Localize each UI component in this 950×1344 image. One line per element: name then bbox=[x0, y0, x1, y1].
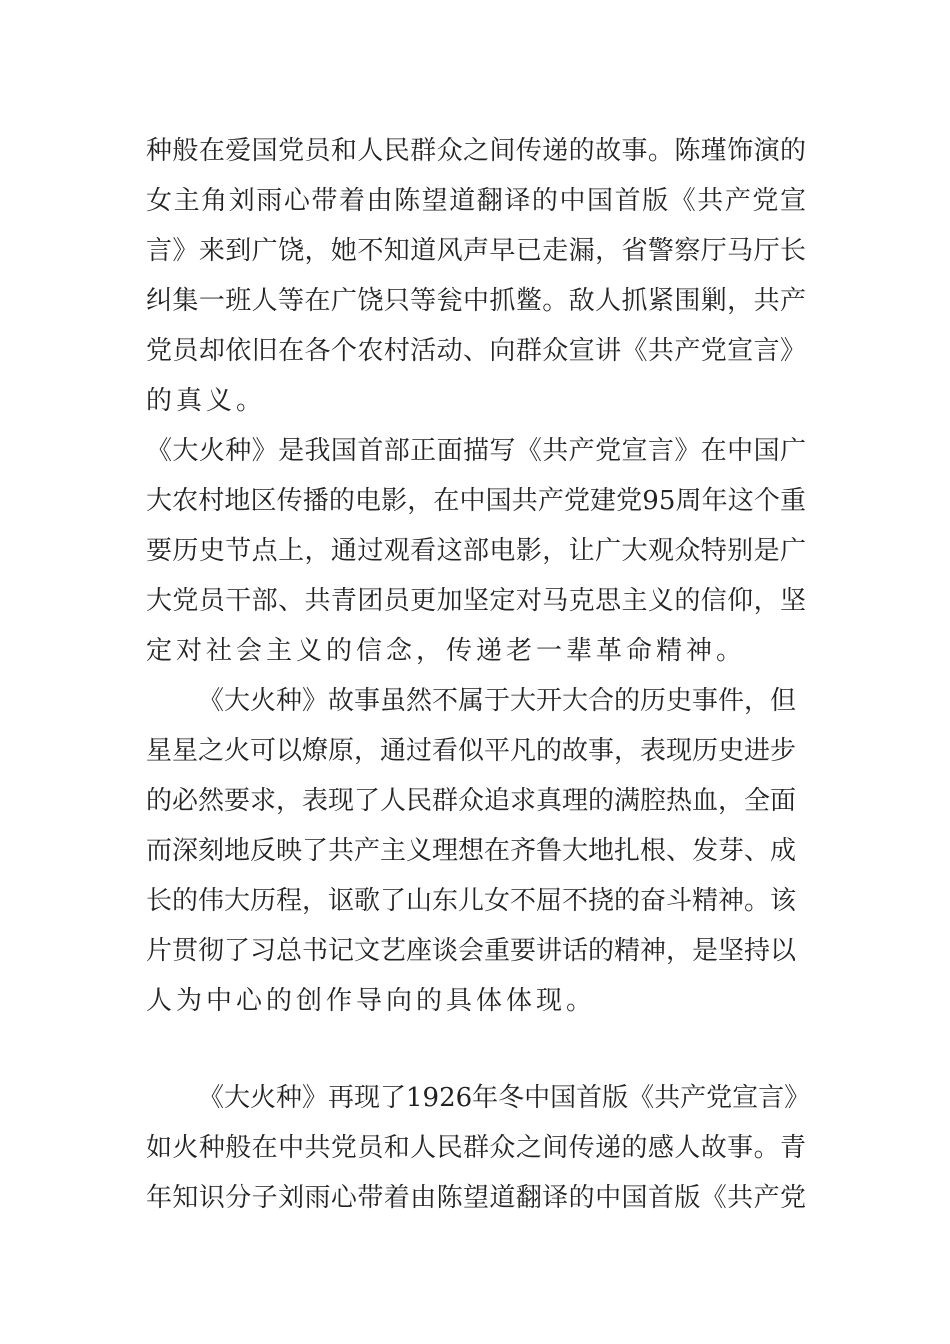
paragraph-3-line-3: 的必然要求，表现了人民群众追求真理的满腔热血，全面 bbox=[146, 786, 797, 816]
paragraph-2-line-2: 大农村地区传播的电影，在中国共产党建党95周年这个重 bbox=[146, 486, 806, 516]
paragraph-2-line-3: 要历史节点上，通过观看这部电影，让广大观众特别是广 bbox=[146, 536, 806, 566]
paragraph-1-line-1: 种般在爱国党员和人民群众之间传递的故事。陈瑾饰演的 bbox=[146, 136, 806, 166]
paragraph-4-line-1: 《大火种》再现了1926年冬中国首版《共产党宣言》 bbox=[198, 1083, 811, 1113]
paragraph-3-line-4: 而深刻地反映了共产主义理想在齐鲁大地扎根、发芽、成 bbox=[146, 836, 797, 866]
paragraph-2-line-4: 大党员干部、共青团员更加坚定对马克思主义的信仰，坚 bbox=[146, 586, 806, 616]
paragraph-3-line-6: 片贯彻了习总书记文艺座谈会重要讲话的精神，是坚持以 bbox=[146, 936, 797, 966]
paragraph-3-line-1: 《大火种》故事虽然不属于大开大合的历史事件，但 bbox=[198, 686, 797, 716]
paragraph-2-line-5: 定对社会主义的信念，传递老一辈革命精神。 bbox=[146, 636, 747, 666]
paragraph-1-line-3: 言》来到广饶，她不知道风声早已走漏，省警察厅马厅长 bbox=[146, 236, 806, 266]
paragraph-1-line-6: 的真义。 bbox=[146, 386, 267, 416]
paragraph-4-line-3: 年知识分子刘雨心带着由陈望道翻译的中国首版《共产党 bbox=[146, 1183, 806, 1213]
paragraph-3-line-5: 长的伟大历程，讴歌了山东儿女不屈不挠的奋斗精神。该 bbox=[146, 886, 797, 916]
paragraph-1-line-5: 党员却依旧在各个农村活动、向群众宣讲《共产党宣言》 bbox=[146, 336, 806, 366]
paragraph-4-line-2: 如火种般在中共党员和人民群众之间传递的感人故事。青 bbox=[146, 1133, 806, 1163]
paragraph-2-line-1: 《大火种》是我国首部正面描写《共产党宣言》在中国广 bbox=[146, 436, 806, 466]
paragraph-3-line-7: 人为中心的创作导向的具体体现。 bbox=[146, 986, 597, 1016]
paragraph-1-line-4: 纠集一班人等在广饶只等瓮中抓鳖。敌人抓紧围剿，共产 bbox=[146, 286, 806, 316]
paragraph-1-line-2: 女主角刘雨心带着由陈望道翻译的中国首版《共产党宣 bbox=[146, 186, 806, 216]
paragraph-3-line-2: 星星之火可以燎原，通过看似平凡的故事，表现历史进步 bbox=[146, 736, 797, 766]
